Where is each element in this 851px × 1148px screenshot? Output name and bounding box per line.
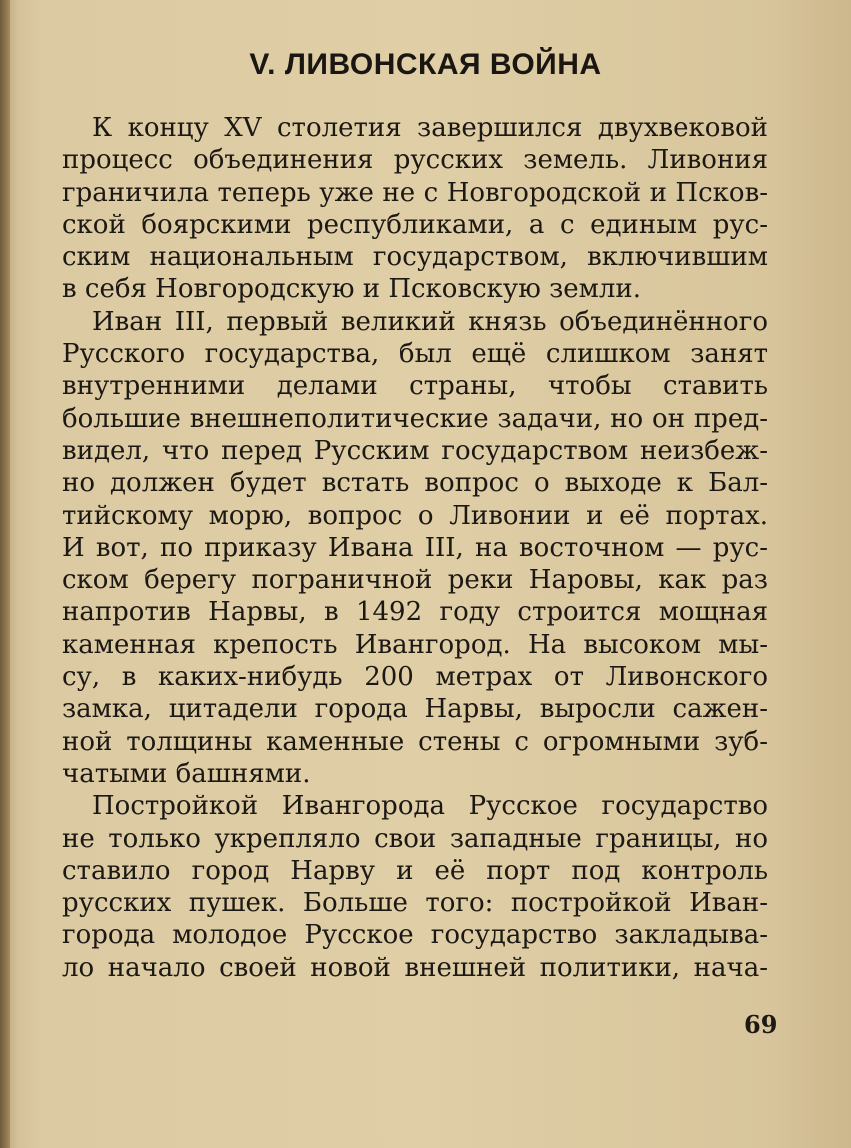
text-line: русских пушек. Больше того: постройкой Иван-: [62, 888, 768, 919]
text-line: не только укрепляло свои западные границы, но: [62, 823, 768, 854]
text-line: большие внешнеполитические задачи, но он пред-: [62, 403, 768, 434]
text-line: Постройкой Ивангорода Русское государство: [92, 791, 768, 822]
text-line: К концу XV столетия завершился двухвековой: [92, 113, 768, 143]
text-line: видел, что перед Русским государством неизбеж-: [62, 435, 768, 466]
text-line: И вот, по приказу Ивана III, на восточном — рус-: [62, 532, 768, 563]
page-number: 69: [744, 1010, 778, 1039]
text-line: ставило город Нарву и её порт под контроль: [62, 855, 768, 886]
text-line: Русского государства, был ещё слишком занят: [62, 339, 768, 370]
text-line: чатыми башнями.: [62, 758, 311, 789]
text-line: в себя Новгородскую и Псковскую земли.: [62, 274, 642, 305]
text-line: ском берегу пограничной реки Наровы, как раз: [62, 565, 768, 596]
text-line: каменная крепость Ивангород. На высоком мы-: [62, 629, 768, 660]
text-line: ским национальным государством, включившим: [62, 242, 768, 273]
text-line: су, в каких-нибудь 200 метрах от Ливонского: [62, 662, 768, 693]
text-line: замка, цитадели города Нарвы, выросли сажен-: [62, 694, 768, 725]
text-line: тийскому морю, вопрос о Ливонии и её портах.: [62, 500, 768, 531]
text-line: напротив Нарвы, в 1492 году строится мощная: [62, 597, 768, 628]
chapter-title: V. ЛИВОНСКАЯ ВОЙНА: [249, 48, 602, 81]
text-line: внутренними делами страны, чтобы ставить: [62, 371, 768, 402]
text-line: ной толщины каменные стены с огромными зуб-: [62, 726, 768, 757]
text-line: граничила теперь уже не с Новгородской и Псков-: [62, 177, 768, 208]
body-text: [62, 112, 768, 984]
text-line: города молодое Русское государство закладыва-: [62, 920, 768, 951]
text-line: процесс объединения русских земель. Ливония: [62, 145, 768, 176]
page-binding-edge: [0, 0, 10, 1148]
text-line: но должен будет встать вопрос о выходе к Бал-: [62, 468, 768, 499]
text-line: ло начало своей новой внешней политики, нача-: [62, 952, 768, 983]
text-line: ской боярскими республиками, а с единым рус-: [62, 209, 768, 240]
text-line: Иван III, первый великий князь объединённого: [92, 306, 768, 337]
